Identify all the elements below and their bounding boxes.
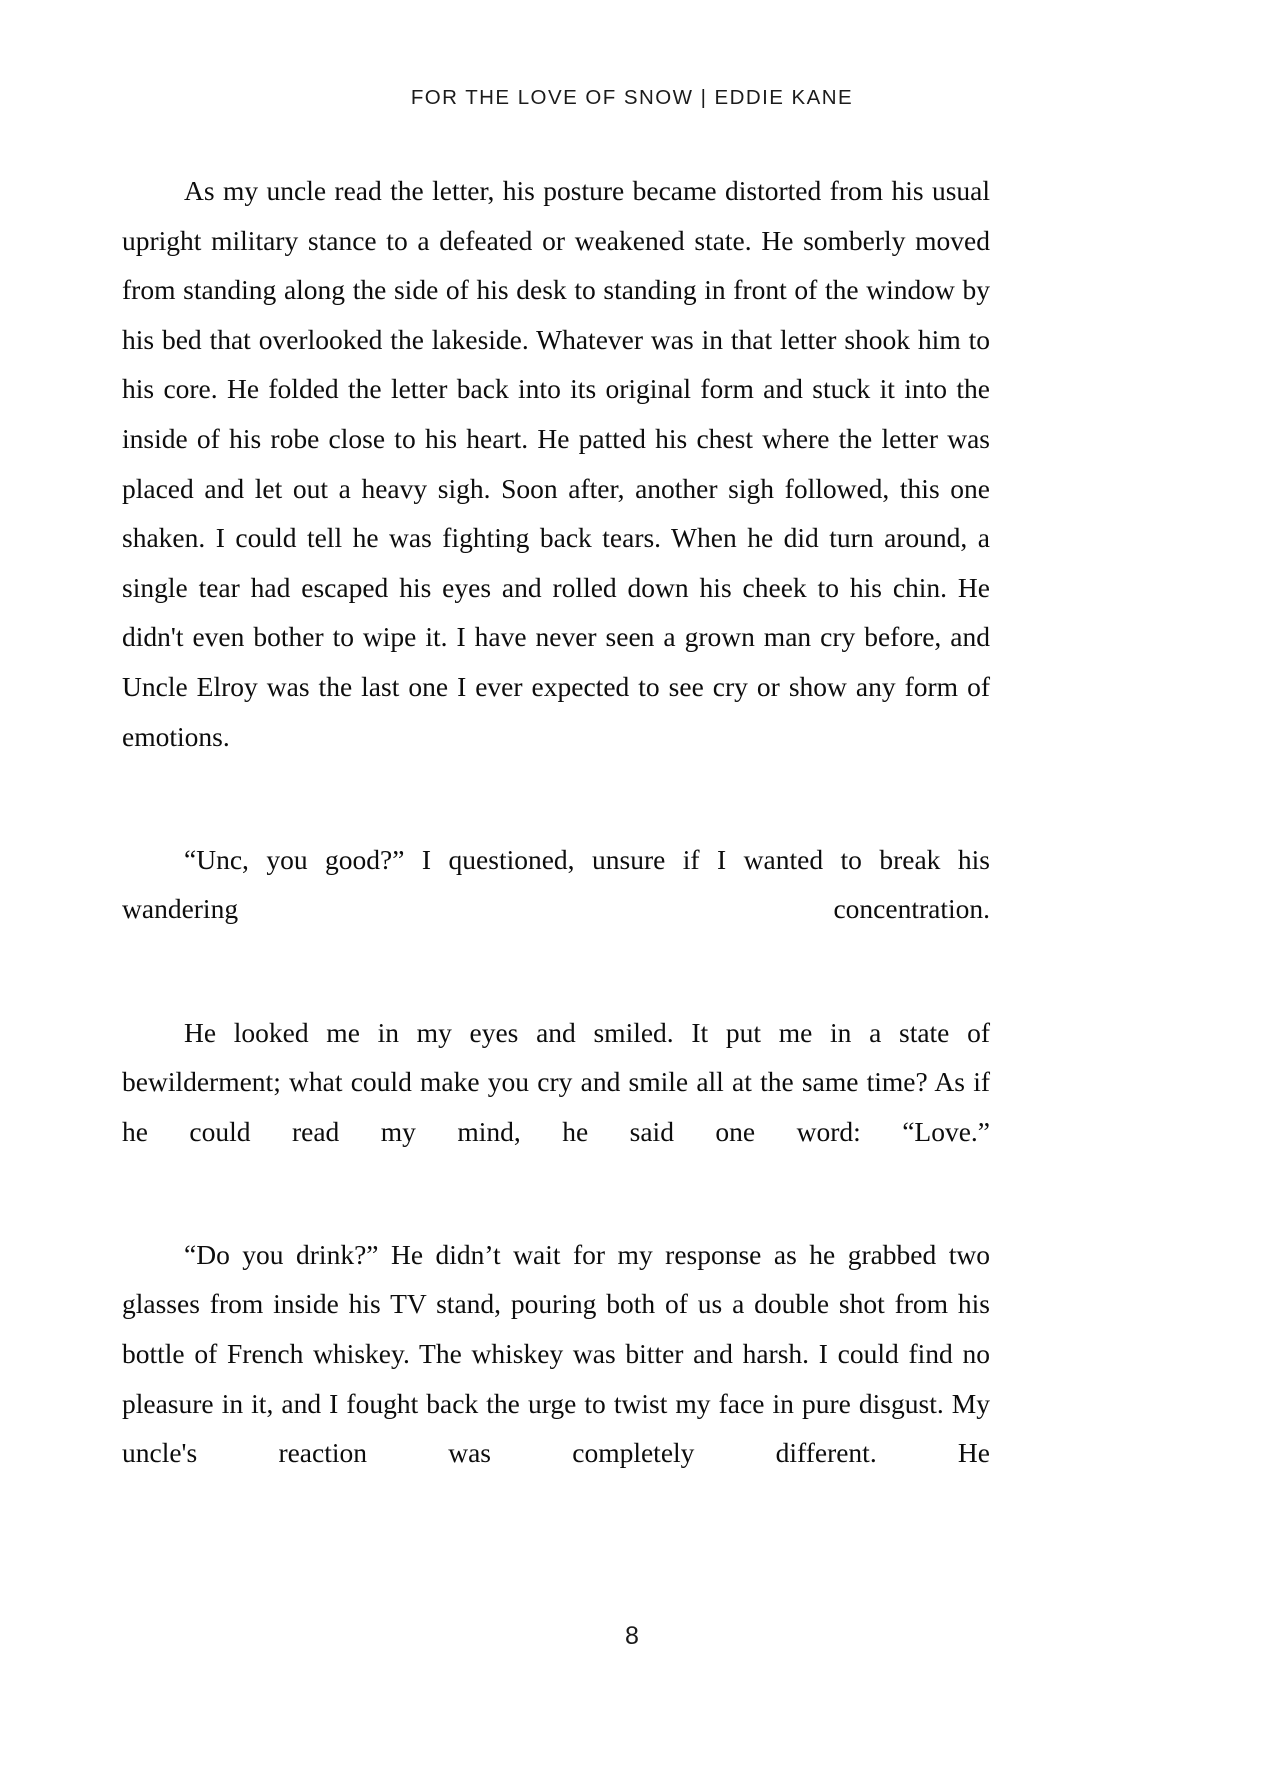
paragraph: “Do you drink?” He didn’t wait for my response as he grabbed two glasses from inside his TV stand, pouring both of us a double shot from his bottle of French whiskey. The whiskey was bitter and harsh. I could find no pleasure in it, and I fought back the urge to twist my face in pure disgust. My uncle's reaction was completely different. He <box>122 1238 990 1469</box>
running-head: FOR THE LOVE OF SNOW | EDDIE KANE <box>410 86 854 109</box>
paragraph: As my uncle read the letter, his posture became distorted from his usual upright military stance to a defeated or weakened state. He somberly moved from standing along the side of his desk to standing in front of the window by his bed that overlooked the lakeside. Whatever was in that letter shook him to his core. He folded the letter back into its original form and stuck it into the inside of his robe close to his heart. He patted his chest where the letter was placed and let out a heavy sigh. Soon after, another sigh followed, this one shaken. I could tell he was fighting back tears. When he did turn around, a single tear had escaped his eyes and rolled down his cheek to his chin. He didn't even bother to wipe it. I have never seen a grown man cry before, and Uncle Elroy was the last one I ever expected to see cry or show any form of emotions. <box>122 175 990 752</box>
paragraph: “Unc, you good?” I questioned, unsure if I wanted to break his wandering concentration. <box>122 843 990 925</box>
page-number: 8 <box>625 1622 639 1650</box>
paragraph: He looked me in my eyes and smiled. It put me in a state of bewilderment; what could make you cry and smile all at the same time? As if he could read my mind, he said one word: “Love.” <box>122 1016 990 1147</box>
body-text-block <box>122 166 990 1527</box>
